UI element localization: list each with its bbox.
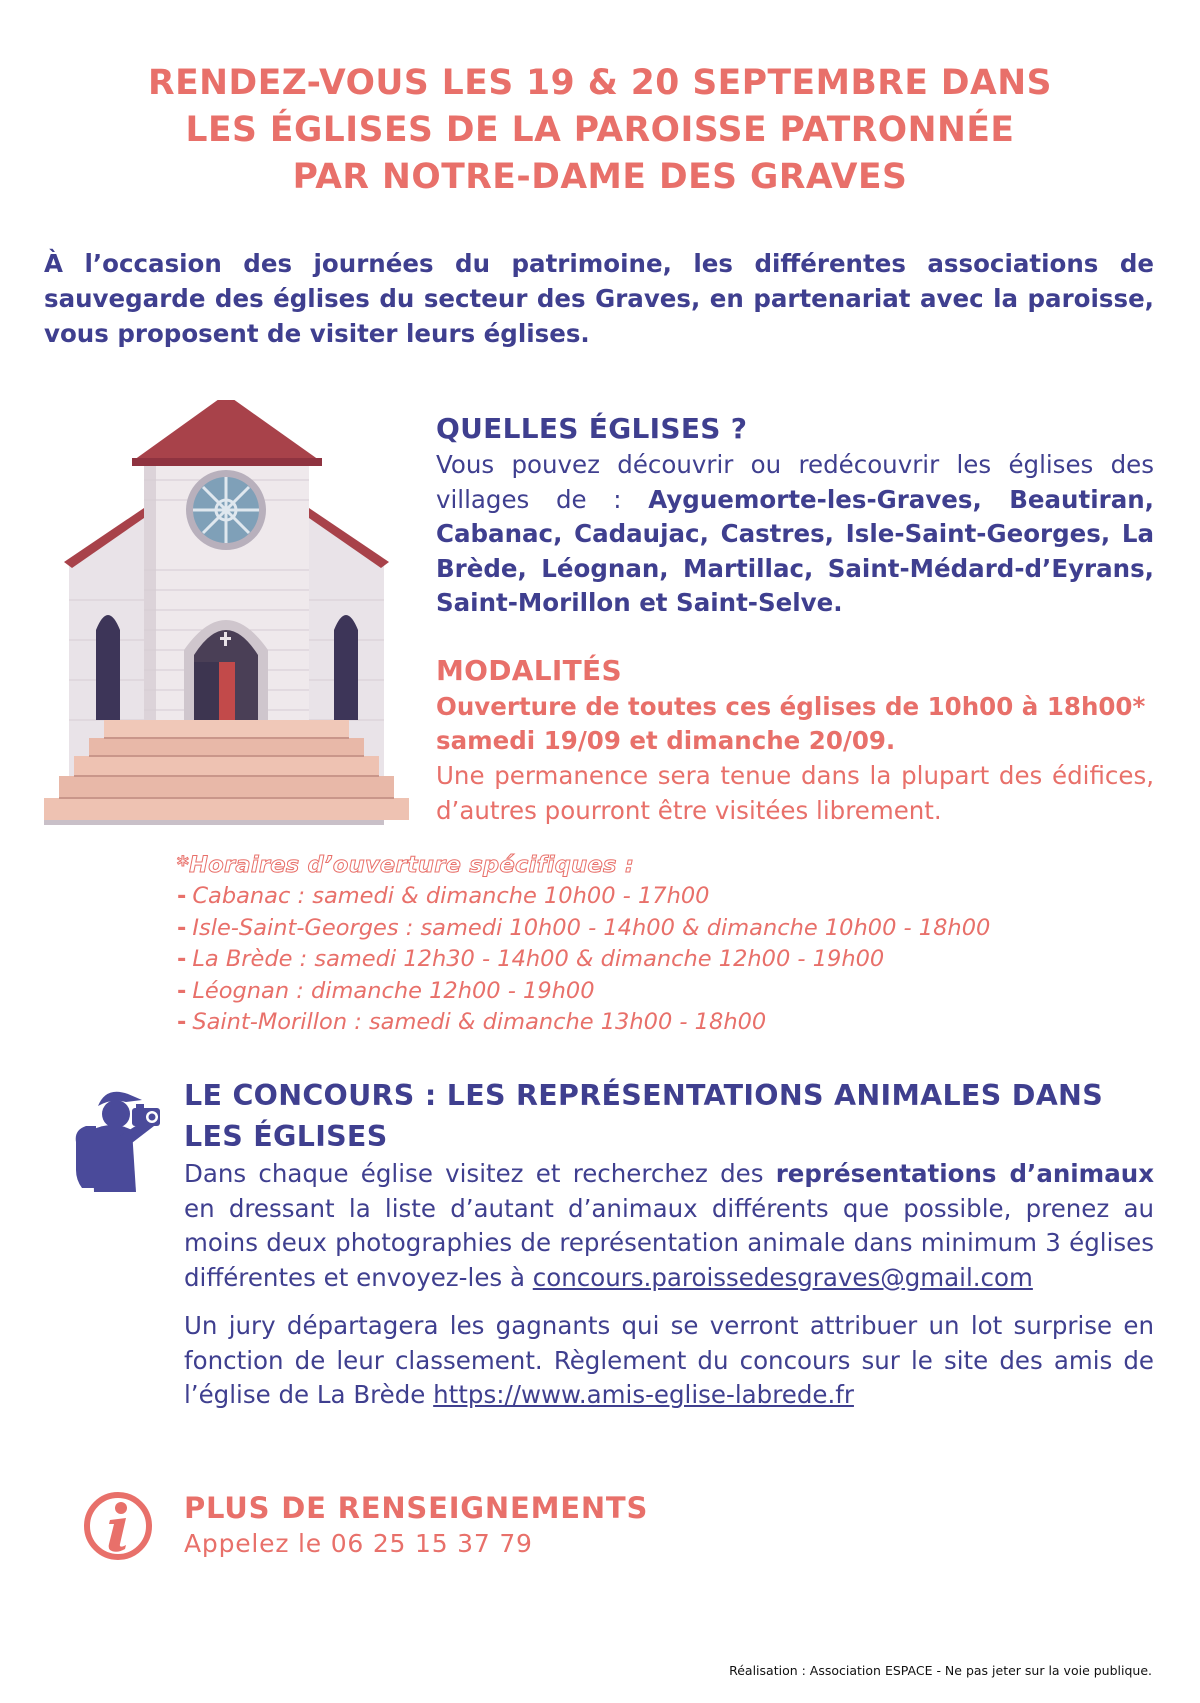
concours-paragraph-2 — [184, 1309, 1154, 1413]
info-icon — [82, 1490, 154, 1562]
list-item: - La Brède : samedi 12h30 - 14h00 & dimanche 12h00 - 19h00 — [177, 946, 885, 972]
eglises-text — [436, 448, 1154, 621]
title-line-3: PAR NOTRE-DAME DES GRAVES — [292, 157, 908, 197]
modalites-bold-line-2: samedi 19/09 et dimanche 20/09. — [436, 726, 896, 755]
list-item: - Léognan : dimanche 12h00 - 19h00 — [177, 977, 595, 1004]
section-modalites — [436, 652, 1154, 828]
concours-p1-start: Dans chaque église visitez et recherchez des — [184, 1159, 776, 1188]
phone-text: Appelez le 06 25 15 37 79 — [184, 1529, 533, 1558]
eglises-heading: QUELLES ÉGLISES ? — [436, 412, 748, 445]
section-eglises — [436, 410, 1154, 621]
email-link[interactable]: concours.paroissedesgraves@gmail.com — [532, 1262, 1033, 1292]
list-item: - Cabanac : samedi & dimanche 10h00 - 17h00 — [177, 883, 710, 909]
footer-note: Réalisation : Association ESPACE - Ne pas jeter sur la voie publique. — [729, 1663, 1152, 1678]
page-title — [60, 60, 1140, 201]
concours-p2-start: Un jury départagera les gagnants qui se verront attribuer un lot surprise en fonction de leur classement. Règlement du concours sur le site des amis de l’église de La Brède — [184, 1311, 1154, 1409]
church-illustration — [44, 400, 414, 825]
section-horaires — [177, 850, 1077, 1039]
horaires-heading: *Horaires d’ouverture spécifiques : — [177, 852, 635, 878]
list-item: - Saint-Morillon : samedi & dimanche 13h00 - 18h00 — [177, 1009, 767, 1035]
modalites-heading: MODALITÉS — [436, 654, 622, 687]
photographer-icon — [72, 1080, 168, 1195]
section-renseignements — [184, 1490, 1084, 1562]
horaire-la-brede: La Brède : samedi 12h30 - 14h00 & dimanche 12h00 - 19h00 — [192, 946, 885, 972]
title-line-2: LES ÉGLISES DE LA PAROISSE PATRONNÉE — [185, 110, 1015, 150]
reglement-link[interactable]: https://www.amis-eglise-labrede.fr — [433, 1380, 854, 1409]
horaire-leognan: Léognan : dimanche 12h00 - 19h00 — [192, 977, 595, 1004]
section-concours — [184, 1075, 1154, 1413]
horaire-cabanac: Cabanac : samedi & dimanche 10h00 - 17h00 — [192, 883, 710, 909]
renseignements-heading: PLUS DE RENSEIGNEMENTS — [184, 1491, 649, 1525]
concours-p1-mid: en dressant la liste d’autant d’animaux différents que possible, prenez au moins deux photographies de représentation animale dans minimum 3 églises différentes et envoyez-les à — [184, 1193, 1154, 1292]
concours-paragraph-1 — [184, 1157, 1154, 1295]
concours-p1-bold: représentations d’animaux — [775, 1159, 1154, 1188]
modalites-text: Une permanence sera tenue dans la plupart des édifices, d’autres pourront être visitées librement. — [436, 761, 1154, 825]
horaire-isle-saint-georges: Isle-Saint-Georges : samedi 10h00 - 14h00 & dimanche 10h00 - 18h00 — [192, 914, 991, 941]
modalites-bold-line-1: Ouverture de toutes ces églises de 10h00 à 18h00* — [436, 692, 1146, 721]
eglises-intro-text: Vous pouvez découvrir ou redécouvrir les églises des villages de : — [436, 450, 1154, 514]
concours-heading: LE CONCOURS : LES REPRÉSENTATIONS ANIMALES DANS LES ÉGLISES — [184, 1079, 1104, 1153]
title-line-1: RENDEZ-VOUS LES 19 & 20 SEPTEMBRE DANS — [148, 63, 1052, 103]
eglises-villages: Ayguemorte-les-Graves, Beautiran, Cabanac, Cadaujac, Castres, Isle-Saint-Georges, La Brède, Léognan, Martillac, Saint-Médard-d’Eyrans, Saint-Morillon et Saint-Selve. — [436, 484, 1154, 617]
list-item: - Isle-Saint-Georges : samedi 10h00 - 14h00 & dimanche 10h00 - 18h00 — [177, 914, 991, 941]
horaire-saint-morillon: Saint-Morillon : samedi & dimanche 13h00 - 18h00 — [192, 1009, 767, 1035]
intro-paragraph: À l’occasion des journées du patrimoine, les différentes associations de sauvegarde des églises du secteur des Graves, en partenariat avec la paroisse, vous proposent de visiter leurs églises. — [44, 249, 1154, 348]
